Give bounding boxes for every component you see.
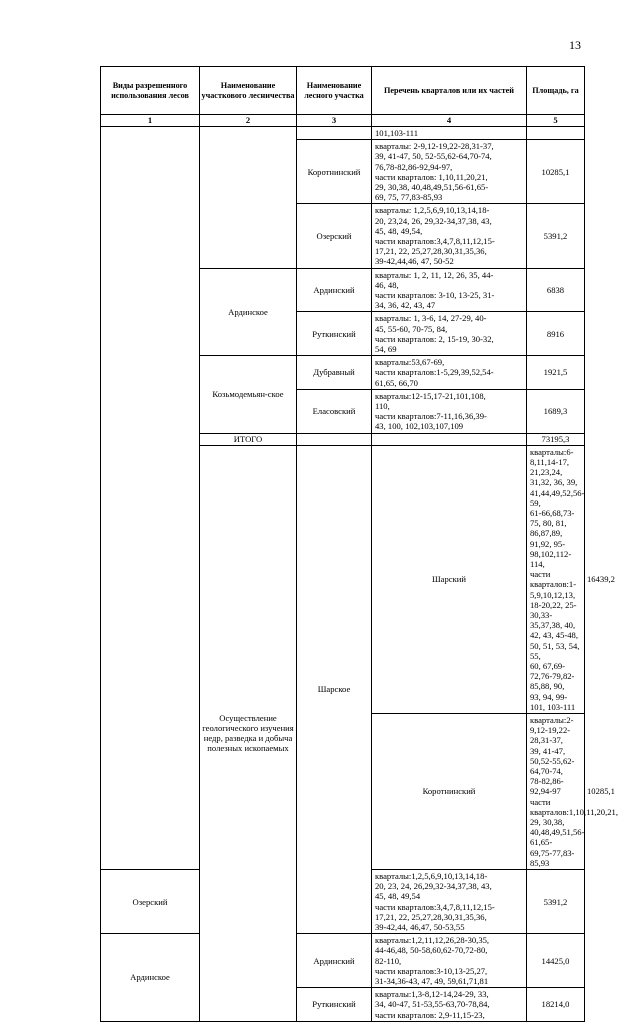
header-use-type: Виды разрешенного использования лесов [101,67,200,115]
plot-name: Дубравный [297,356,372,390]
header-row [101,67,585,115]
col-number: 1 [101,115,200,127]
empty-cell [372,433,527,445]
table-row: Осуществление геологического изучения недр, разведка и добыча полезных ископаемых Шарское Шарский кварталы:6-8,11,14-17, 21,23,24, 31,32, 36, 39, 41,44,49,52,56-59, 61-66,68,73-75, 80, 81, 86,87,89, 91,92, 95-98,102,112-114, части кварталов:1-5,9,10,12,13, 18-20,22, 25-30,33-35,37,38, 40, 42, 43, 45-48, 50, 51, 53, 54, 55, 60, 67,69-72,76-79,82-85,88, 90, 93, 94, 99-101, 103-111 16439,2 [101,445,585,713]
total-area: 73195,3 [527,433,585,445]
column-number-row [101,115,585,127]
table-row: Коротнинский кварталы:2-9,12-19,22-28,31-37, 39, 41-47, 50,52-55,62-64,70-74, 78-82,86-92,94-97 части кварталов:1,10,11,20,21, 29, 30,38, 40,48,49,51,56-61,65- 69,75-77,83-85,93 10285,1 [101,713,585,869]
plot-name: Ардинский [297,934,372,988]
plot-name: Руткинский [297,988,372,1022]
col-number: 4 [372,115,527,127]
quarters-cell: кварталы:1,2,11,12,26,28-30,35, 44-46,48, 50-58,60,62-70,72-80, 82-110, части кварталов:3-10,13-25,27, 31-34,36-43, 47, 49, 59,61,71,81 [372,934,527,988]
plot-name: Коротнинский [297,140,372,204]
forest-use-table [100,66,618,1022]
quarters-cell: кварталы: 1, 3-6, 14, 27-29, 40- 45, 55-60, 70-75, 84, части кварталов: 2, 15-19, 30-32, 54, 69 [372,312,527,356]
header-forestry: Наименование участкового лесничества [200,67,297,115]
quarters-cell: кварталы:12-15,17-21,101,108, 110, части кварталов:7-11,16,36,39- 43, 100, 102,103,107,109 [372,389,527,433]
quarters-cell: кварталы: 2-9,12-19,22-28,31-37, 39, 41-47, 50, 52-55,62-64,70-74, 76,78-82,86-92,94-97, части кварталов: 1,10,11,20,21, 29, 30,38, 40,48,49,51,56-61,65- 69, 75, 77,83-85,93 [372,140,527,204]
quarters-cell: кварталы:6-8,11,14-17, 21,23,24, 31,32, 36, 39, 41,44,49,52,56-59, 61-66,68,73-75, 80, 81, 86,87,89, 91,92, 95-98,102,112-114, части кварталов:1-5,9,10,12,13, 18-20,22, 25-30,33-35,37,38, 40, 42, 43, 45-48, 50, 51, 53, 54, 55, 60, 67,69-72,76-79,82-85,88, 90, 93, 94, 99-101, 103-111 [527,445,585,713]
plot-name: Коротнинский [372,713,527,869]
use-type-name: Осуществление геологического изучения недр, разведка и добыча полезных ископаемых [200,445,297,1021]
area-value: 18214,0 [527,988,585,1022]
area-value: 1921,5 [527,356,585,390]
header-area: Площадь, га [527,67,585,115]
col-number: 3 [297,115,372,127]
plot-cell [297,127,372,140]
quarters-cell: кварталы:2-9,12-19,22-28,31-37, 39, 41-47, 50,52-55,62-64,70-74, 78-82,86-92,94-97 части кварталов:1,10,11,20,21, 29, 30,38, 40,48,49,51,56-61,65- 69,75-77,83-85,93 [527,713,585,869]
forestry-name: Ардинское [200,268,297,356]
plot-name: Озерский [297,204,372,268]
plot-name: Руткинский [297,312,372,356]
empty-cell [297,433,372,445]
quarters-cell: кварталы:1,3-8,12-14,24-29, 33, 34, 40-47, 51-53,55-63,70-78,84, части кварталов: 2,9-11,15-23, [372,988,527,1022]
quarters-cell: кварталы: 1, 2, 11, 12, 26, 35, 44- 46, 48, части кварталов: 3-10, 13-25, 31- 34, 36, 42, 43, 47 [372,268,527,312]
col-number: 5 [527,115,585,127]
forestry-cell-continued [200,127,297,269]
quarters-cell: кварталы:1,2,5,6,9,10,13,14,18- 20, 23, 24, 26,29,32-34,37,38, 43, 45, 48, 49,54 части кварталов:3,4,7,8,11,12,15- 17,21, 22, 25,27,28,30,31,35,36, 39-42,44, 46,47, 50-53,55 [372,870,527,934]
forestry-name: Шарское [297,445,372,934]
quarters-cell: кварталы: 1,2,5,6,9,10,13,14,18- 20, 23,24, 26, 29,32-34,37,38, 43, 45, 48, 49,54, части кварталов:3,4,7,8,11,12,15- 17,21, 22, 25,27,28,30,31,35,36, 39-42,44,46, 47, 50-52 [372,204,527,268]
area-value: 5391,2 [527,204,585,268]
use-type-cell-continued [101,127,200,870]
plot-name: Озерский [101,870,200,934]
quarters-cell: кварталы:53,67-69, части кварталов:1-5,29,39,52,54- 61,65, 66,70 [372,356,527,390]
area-value: 5391,2 [527,870,585,934]
area-value: 14425,0 [527,934,585,988]
plot-name: Шарский [372,445,527,713]
table-row [101,934,585,988]
area-value: 1689,3 [527,389,585,433]
col-number: 2 [200,115,297,127]
header-quarters: Перечень кварталов или их частей [372,67,527,115]
header-plot: Наименование лесного участка [297,67,372,115]
plot-name: Еласовский [297,389,372,433]
table-row [101,127,585,140]
area-value: 6838 [527,268,585,312]
area-cell [527,127,585,140]
total-label: ИТОГО [200,433,297,445]
area-value: 8916 [527,312,585,356]
forestry-name: Ардинское [101,934,200,1022]
quarters-cell: 101,103-111 [372,127,527,140]
area-value: 10285,1 [527,140,585,204]
page-number: 13 [569,38,581,52]
plot-name: Ардинский [297,268,372,312]
forestry-name: Козьмодемьян-ское [200,356,297,433]
